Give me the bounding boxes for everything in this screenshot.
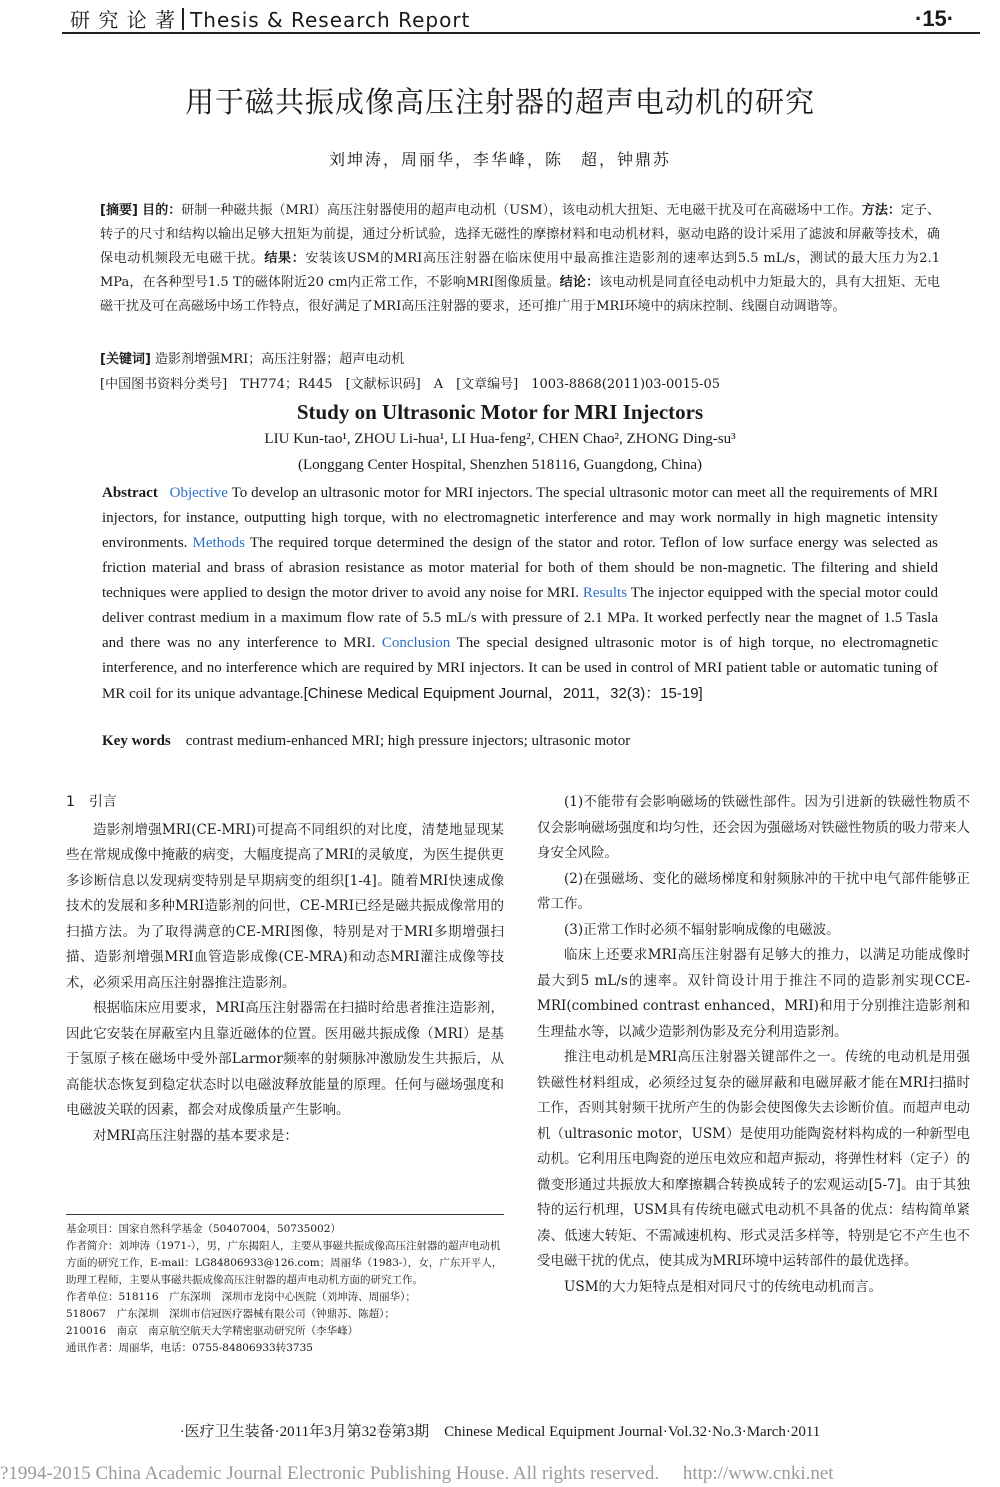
affiliation-note: 518067 广东深圳 深圳市信冠医疗器械有限公司（钟鼎苏、陈超）； [66,1308,395,1320]
methods-en-text: The required torque determined the design of the stator and rotor. Teflon of low surface energy was selected as friction material and brass of abrasion resistance as motor material for both of them should be non-magnetic. The filtering and shield techniques were applied to design the motor driver to avoid any noise for MRI. [102,535,938,601]
body-paragraph: (1)不能带有会影响磁场的铁磁性部件。因为引进新的铁磁性物质不仅会影响磁场强度和均匀性，还会因为强磁场对铁磁性物质的吸力带来人身安全风险。 [537,794,970,861]
page-number: ·15· [915,6,955,31]
classification-line: [中国图书资料分类号] TH774；R445 [文献标识码] A [文章编号] 1003-8868(2011)03-0015-05 [100,377,720,392]
abstract-label: [摘要] [100,203,138,218]
keywords-label: [关键词] [100,352,151,367]
fund-note: 基金项目：国家自然科学基金（50407004，50735002） [66,1223,341,1235]
author-bio-note: 作者简介：刘坤涛（1971-），男，广东揭阳人，主要从事磁共振成像高压注射器的超声电动机方面的研究工作，E-mail：LG84806933@126.com；周丽华（1983-），女，广东开平人，助理工程师，主要从事磁共振成像高压注射器的超声电动机方面的研究工作。 [66,1240,503,1286]
body-paragraph: (3)正常工作时必须不辐射影响成像的电磁波。 [564,921,840,938]
footnotes [66,1221,504,1357]
keywords-cn [100,348,940,372]
paper-title: 用于磁共振成像高压注射器的超声电动机的研究 [184,85,815,119]
english-title: Study on Ultrasonic Motor for MRI Injectors [296,400,704,424]
english-authors: LIU Kun-tao¹, ZHOU Li-hua¹, LI Hua-feng², CHEN Chao², ZHONG Ding-su³ [264,431,736,447]
methods-text: 定子、转子的尺寸和结构以输出足够大扭矩为前提，通过分析试验，选择无磁性的摩擦材料和电动机材料，驱动电路的设计采用了滤波和屏蔽等技术，确保电动机频段无电磁干扰。 [100,203,940,266]
abstract-cn [100,199,940,319]
journal-section-header [70,4,470,33]
keywords-text: 造影剂增强MRI；高压注射器；超声电动机 [155,352,405,367]
citation: [Chinese Medical Equipment Journal，2011，32(3)：15-19] [303,685,703,702]
objective-en-text: To develop an ultrasonic motor for MRI injectors. The special ultrasonic motor can meet all the requirements of MRI injectors, for instance, outputting high torque, with no electromagnetic interference and may work normally in high magnetic intensity environments. [102,485,938,551]
english-affiliation: (Longgang Center Hospital, Shenzhen 518116, Guangdong, China) [298,457,702,473]
copyright-watermark: ?1994-2015 China Academic Journal Electronic Publishing House. All rights reserved. http://www.cnki.net [0,1463,834,1484]
body-paragraph: 根据临床应用要求，MRI高压注射器需在扫描时给患者推注造影剂，因此它安装在屏蔽室内且靠近磁体的位置。医用磁共振成像（MRI）是基于氢原子核在磁场中受外部Larmor频率的射频脉冲激励发生共振后，从高能状态恢复到稳定状态时以电磁波释放能量的原理。任何与磁场强度和电磁波关联的因素，都会对成像质量产生影响。 [66,1000,504,1118]
abstract-en-label: Abstract [102,485,158,501]
body-paragraph: 对MRI高压注射器的基本要求是： [93,1127,298,1144]
body-paragraph: (2)在强磁场、变化的磁场梯度和射频脉冲的干扰中电气部件能够正常工作。 [537,870,970,912]
english-keywords [102,733,938,750]
objective-label: 目的： [142,203,182,218]
body-right-column [537,790,970,1300]
conclusion-en-text: The special designed ultrasonic motor is of high torque, no electromagnetic interference, and no interference which are required by MRI injectors. It can be used in control of MRI patient table or automatic tuning of MR coil for its unique advantage. [102,635,938,702]
body-paragraph: 造影剂增强MRI(CE-MRI)可提高不同组织的对比度，清楚地显现某些在常规成像中掩蔽的病变，大幅度提高了MRI的灵敏度，为医生提供更多诊断信息以发现病变特别是早期病变的组织[1-4]。随着MRI快速成像技术的发展和多种MRI造影剂的问世，CE-MRI已经是磁共振成像常用的扫描方法。为了取得满意的CE-MRI图像，特别是对于MRI多期增强扫描、造影剂增强MRI血管造影成像(CE-MRA)和动态MRI灌注成像等技术，必须采用高压注射器推注造影剂。 [66,821,504,991]
section-en: Thesis & Research Report [190,8,471,32]
conclusion-en-label: Conclusion [381,635,451,651]
body-paragraph: USM的大力矩特点是相对同尺寸的传统电动机而言。 [564,1278,882,1295]
header-divider [182,8,184,30]
section-heading: 1 引言 [66,794,117,810]
footnote-rule [66,1214,504,1215]
contact-note: 通讯作者：周丽华，电话：0755-84806933转3735 [66,1342,313,1354]
results-en-text: The injector equipped with the special motor could deliver contrast medium in a maximum flow rate of 5.5 mL/s with pressure of 2.1 MPa. It worked perfectly near the magnet of 1.5 Tasla and there was no any interference to MRI. [102,585,939,651]
conclusion-label: 结论： [559,275,600,290]
body-paragraph: 临床上还要求MRI高压注射器有足够大的推力，以满足功能成像时最大到5 mL/s的速率。双针筒设计用于推注不同的造影剂实现CCE-MRI(combined contrast enhanced，MRI)和用于分别推注造影剂和生理盐水等，以减少造影剂伪影及充分利用造影剂。 [537,947,970,1040]
keywords-en-text: contrast medium-enhanced MRI; high pressure injectors; ultrasonic motor [185,733,631,749]
results-text: 安装该USM的MRI高压注射器在临床使用中最高推注造影剂的速率达到5.5 mL/s，测试的最大压力为2.1 MPa，在各种型号1.5 T的磁体附近20 cm内正常工作，不影响MRI图像质量。 [100,251,940,290]
objective-text: 研制一种磁共振（MRI）高压注射器使用的超声电动机（USM），该电动机大扭矩、无电磁干扰及可在高磁场中工作。 [181,203,862,218]
results-label: 结果： [264,251,306,266]
page-footer: ·医疗卫生装备·2011年3月第32卷第3期 Chinese Medical Equipment Journal·Vol.32·No.3·March·2011 [179,1424,821,1440]
section-cn: 研 究 论 著 [70,8,177,32]
conclusion-text: 该电动机是同直径电动机中力矩最大的，具有大扭矩、无电磁干扰及可在高磁场中场工作特点，很好满足了MRI高压注射器的要求，还可推广用于MRI环境中的病床控制、线圈自动调谐等。 [100,275,940,314]
objective-en-label: Objective [169,485,228,501]
affiliation-note: 210016 南京 南京航空航天大学精密驱动研究所（李华峰） [66,1325,359,1337]
results-en-label: Results [582,585,628,601]
methods-label: 方法： [861,203,901,218]
affiliation-note: 作者单位：518116 广东深圳 深圳市龙岗中心医院（刘坤涛、周丽华）； [66,1291,416,1303]
body-left-column [66,790,504,1149]
keywords-en-label: Key words [102,733,171,749]
methods-en-label: Methods [192,535,246,551]
english-abstract [102,481,938,707]
author-list: 刘坤涛，周丽华，李华峰，陈 超，钟鼎苏 [328,150,671,169]
body-paragraph: 推注电动机是MRI高压注射器关键部件之一。传统的电动机是用强铁磁性材料组成，必须经过复杂的磁屏蔽和电磁屏蔽才能在MRI扫描时工作，否则其射频干扰所产生的伪影会使图像失去诊断价值。而超声电动机（ultrasonic motor，USM）是使用功能陶瓷材料构成的一种新型电动机。它利用压电陶瓷的逆压电效应和超声振动，将弹性材料（定子）的微变形通过共振放大和摩擦耦合转换成转子的宏观运动[5-7]。由于其独特的运行机理，USM具有传统电磁式电动机不具备的优点：结构简单紧凑、低速大转矩、不需减速机构、形式灵活多样等，特别是它不产生也不受电磁干扰的优点，使其成为MRI环境中运转部件的最优选择。 [537,1049,970,1269]
